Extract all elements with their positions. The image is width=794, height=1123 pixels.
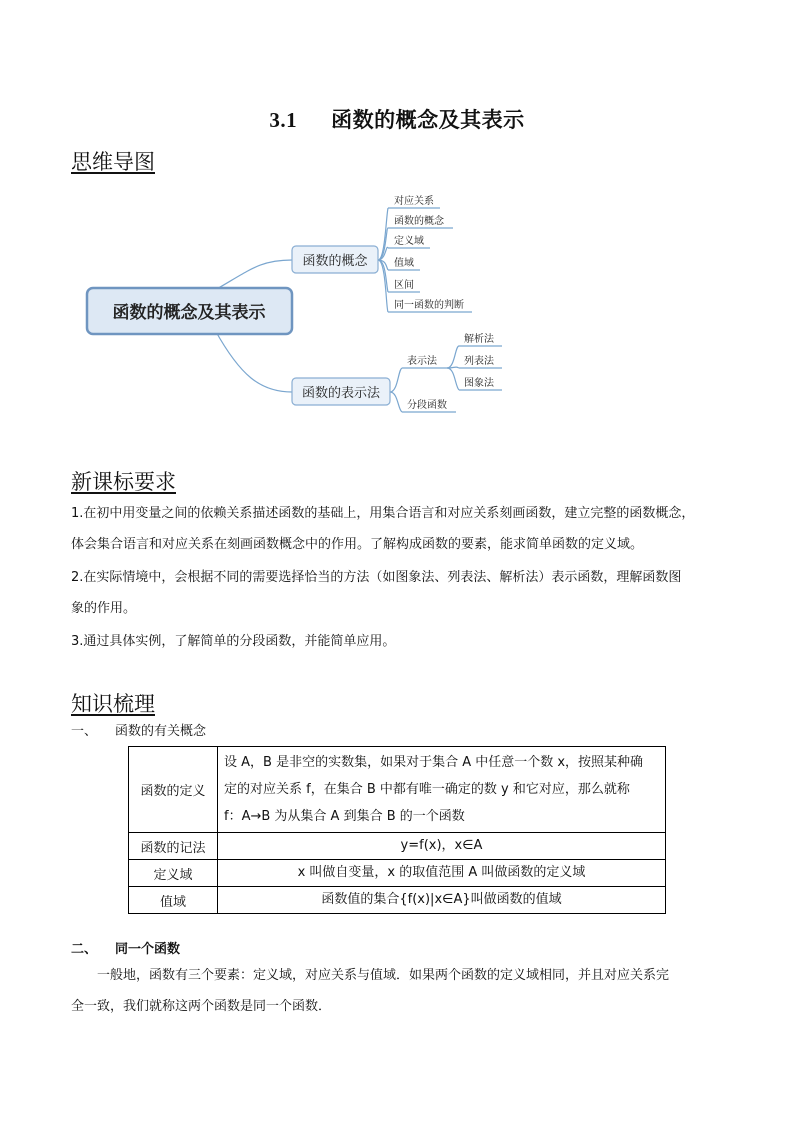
knowledge-subheading-1 xyxy=(71,720,206,739)
definition-line: 设 A，B 是非空的实数集，如果对于集合 A 中任意一个数 x，按照某种确 xyxy=(224,755,644,770)
same-function-paragraph xyxy=(71,960,727,1022)
title-text: 函数的概念及其表示 xyxy=(331,108,525,132)
standards-line: 体会集合语言和对应关系在刻画函数概念中的作用。了解构成函数的要素，能求简单函数的定义域。 xyxy=(71,537,644,552)
standards-paragraph-2 xyxy=(71,562,727,624)
table-key: 定义域 xyxy=(129,860,218,887)
standards-paragraph-3 xyxy=(71,626,727,657)
mind-map-branch-representation: 函数的表示法 xyxy=(301,386,381,401)
subheading-index: 一、 xyxy=(71,724,98,739)
paragraph-line: 一般地，函数有三个要素：定义域，对应关系与值域．如果两个函数的定义域相同，并且对应关系完 xyxy=(97,968,670,983)
mind-map-leaf: 对应关系 xyxy=(394,196,434,207)
subheading-index: 二、 xyxy=(71,942,98,957)
definition-line: f：A→B 为从集合 A 到集合 B 的一个函数 xyxy=(224,809,465,824)
document-title xyxy=(0,104,794,134)
mind-map-connector xyxy=(215,260,292,290)
standards-paragraph-1 xyxy=(71,498,727,560)
table-key: 值域 xyxy=(129,887,218,914)
subheading-text: 同一个函数 xyxy=(115,942,181,957)
table-row xyxy=(129,833,666,860)
standards-line: 3.通过具体实例，了解简单的分段函数，并能简单应用。 xyxy=(71,634,396,649)
table-value: x 叫做自变量，x 的取值范围 A 叫做函数的定义域 xyxy=(218,860,666,887)
mind-map-leaf: 列表法 xyxy=(464,356,494,367)
mind-map-sub: 表示法 xyxy=(407,356,437,367)
table-value: y=f(x)，x∈A xyxy=(218,833,666,860)
title-number: 3.1 xyxy=(269,108,298,132)
standards-line: 象的作用。 xyxy=(71,601,137,616)
mind-map-leaf: 函数的概念 xyxy=(394,216,444,227)
mind-map-leaf: 值域 xyxy=(394,258,414,269)
mind-map-sub: 分段函数 xyxy=(407,400,447,411)
table-value-definition xyxy=(218,747,666,833)
mind-map xyxy=(0,180,794,420)
table-row xyxy=(129,887,666,914)
table-row xyxy=(129,747,666,833)
section-heading-mindmap: 思维导图 xyxy=(71,150,155,174)
standards-line: 2.在实际情境中，会根据不同的需要选择恰当的方法（如图象法、列表法、解析法）表示函数，理解函数图 xyxy=(71,570,682,585)
table-key: 函数的定义 xyxy=(129,747,218,833)
mind-map-leaf: 区间 xyxy=(394,280,414,291)
mind-map-leaf: 同一函数的判断 xyxy=(394,300,464,311)
table-row xyxy=(129,860,666,887)
mind-map-root-label: 函数的概念及其表示 xyxy=(112,303,266,323)
concept-table xyxy=(128,746,666,914)
section-heading-standards: 新课标要求 xyxy=(71,470,176,494)
standards-line: 1.在初中用变量之间的依赖关系描述函数的基础上，用集合语言和对应关系刻画函数，建立完整的函数概念， xyxy=(71,506,695,521)
subheading-text: 函数的有关概念 xyxy=(115,724,207,739)
definition-line: 定的对应关系 f，在集合 B 中都有唯一确定的数 y 和它对应，那么就称 xyxy=(224,782,630,797)
mind-map-connector xyxy=(215,330,292,392)
mind-map-branch-concept: 函数的概念 xyxy=(302,254,368,269)
table-value: 函数值的集合{f(x)|x∈A}叫做函数的值域 xyxy=(218,887,666,914)
table-key: 函数的记法 xyxy=(129,833,218,860)
paragraph-line: 全一致，我们就称这两个函数是同一个函数． xyxy=(71,999,332,1014)
section-heading-knowledge: 知识梳理 xyxy=(71,692,155,716)
mind-map-leaf: 解析法 xyxy=(464,334,494,345)
knowledge-subheading-2 xyxy=(71,938,180,957)
mind-map-leaf: 定义域 xyxy=(394,236,424,247)
mind-map-leaf: 图象法 xyxy=(464,378,494,389)
